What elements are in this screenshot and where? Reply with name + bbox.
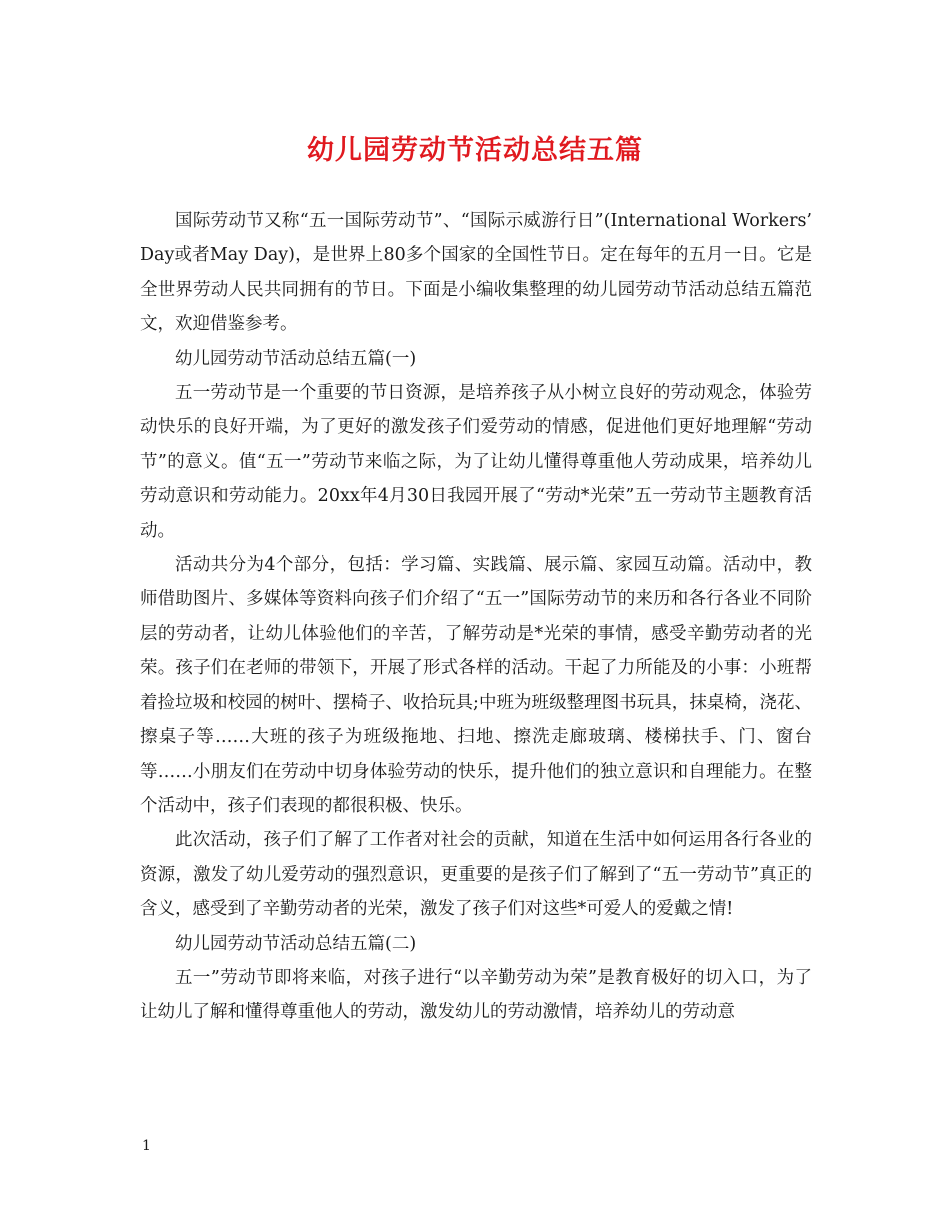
document-title: 幼儿园劳动节活动总结五篇 — [307, 135, 643, 166]
intro-paragraph: 国际劳动节又称“五一国际劳动节”、“国际示威游行日”(International Workers’ Day或者May Day)，是世界上80多个国家的全国性节日。定在每年的五月一日。它是全世界劳动人民共同拥有的节日。下面是小编收集整理的幼儿园劳动节活动总结五篇范文，欢迎借鉴参考。 — [140, 211, 812, 335]
body-paragraph: 此次活动，孩子们了解了工作者对社会的贡献，知道在生活中如何运用各行各业的资源，激发了幼儿爱劳动的强烈意识，更重要的是孩子们了解到了“五一劳动节”真正的含义，感受到了辛勤劳动者的光荣，激发了孩子们对这些*可爱人的爱戴之情! — [140, 830, 812, 920]
page-number: 1 — [142, 1138, 151, 1154]
body-paragraph: 五一”劳动节即将来临，对孩子进行“以辛勤劳动为荣”是教育极好的切入口，为了让幼儿了解和懂得尊重他人的劳动，激发幼儿的劳动激情，培养幼儿的劳动意 — [140, 967, 812, 1023]
document-body — [140, 204, 812, 1030]
body-paragraph: 五一劳动节是一个重要的节日资源，是培养孩子从小树立良好的劳动观念，体验劳动快乐的良好开端，为了更好的激发孩子们爱劳动的情感，促进他们更好地理解“劳动节”的意义。值“五一”劳动节来临之际，为了让幼儿懂得尊重他人劳动成果，培养幼儿劳动意识和劳动能力。20xx年4月30日我园开展了“劳动*光荣”五一劳动节主题教育活动。 — [140, 383, 812, 541]
section-heading-1: 幼儿园劳动节活动总结五篇(一) — [175, 348, 417, 369]
section-heading-2: 幼儿园劳动节活动总结五篇(二) — [175, 933, 417, 954]
body-paragraph: 活动共分为4个部分，包括：学习篇、实践篇、展示篇、家园互动篇。活动中，教师借助图片、多媒体等资料向孩子们介绍了“五一”国际劳动节的来历和各行各业不同阶层的劳动者，让幼儿体验他们的辛苦，了解劳动是*光荣的事情，感受辛勤劳动者的光荣。孩子们在老师的带领下，开展了形式各样的活动。干起了力所能及的小事：小班帮着捡垃圾和校园的树叶、摆椅子、收拾玩具;中班为班级整理图书玩具，抹桌椅，浇花、擦桌子等……大班的孩子为班级拖地、扫地、擦洗走廊玻璃、楼梯扶手、门、窗台等……小朋友们在劳动中切身体验劳动的快乐，提升他们的独立意识和自理能力。在整个活动中，孩子们表现的都很积极、快乐。 — [140, 555, 812, 816]
